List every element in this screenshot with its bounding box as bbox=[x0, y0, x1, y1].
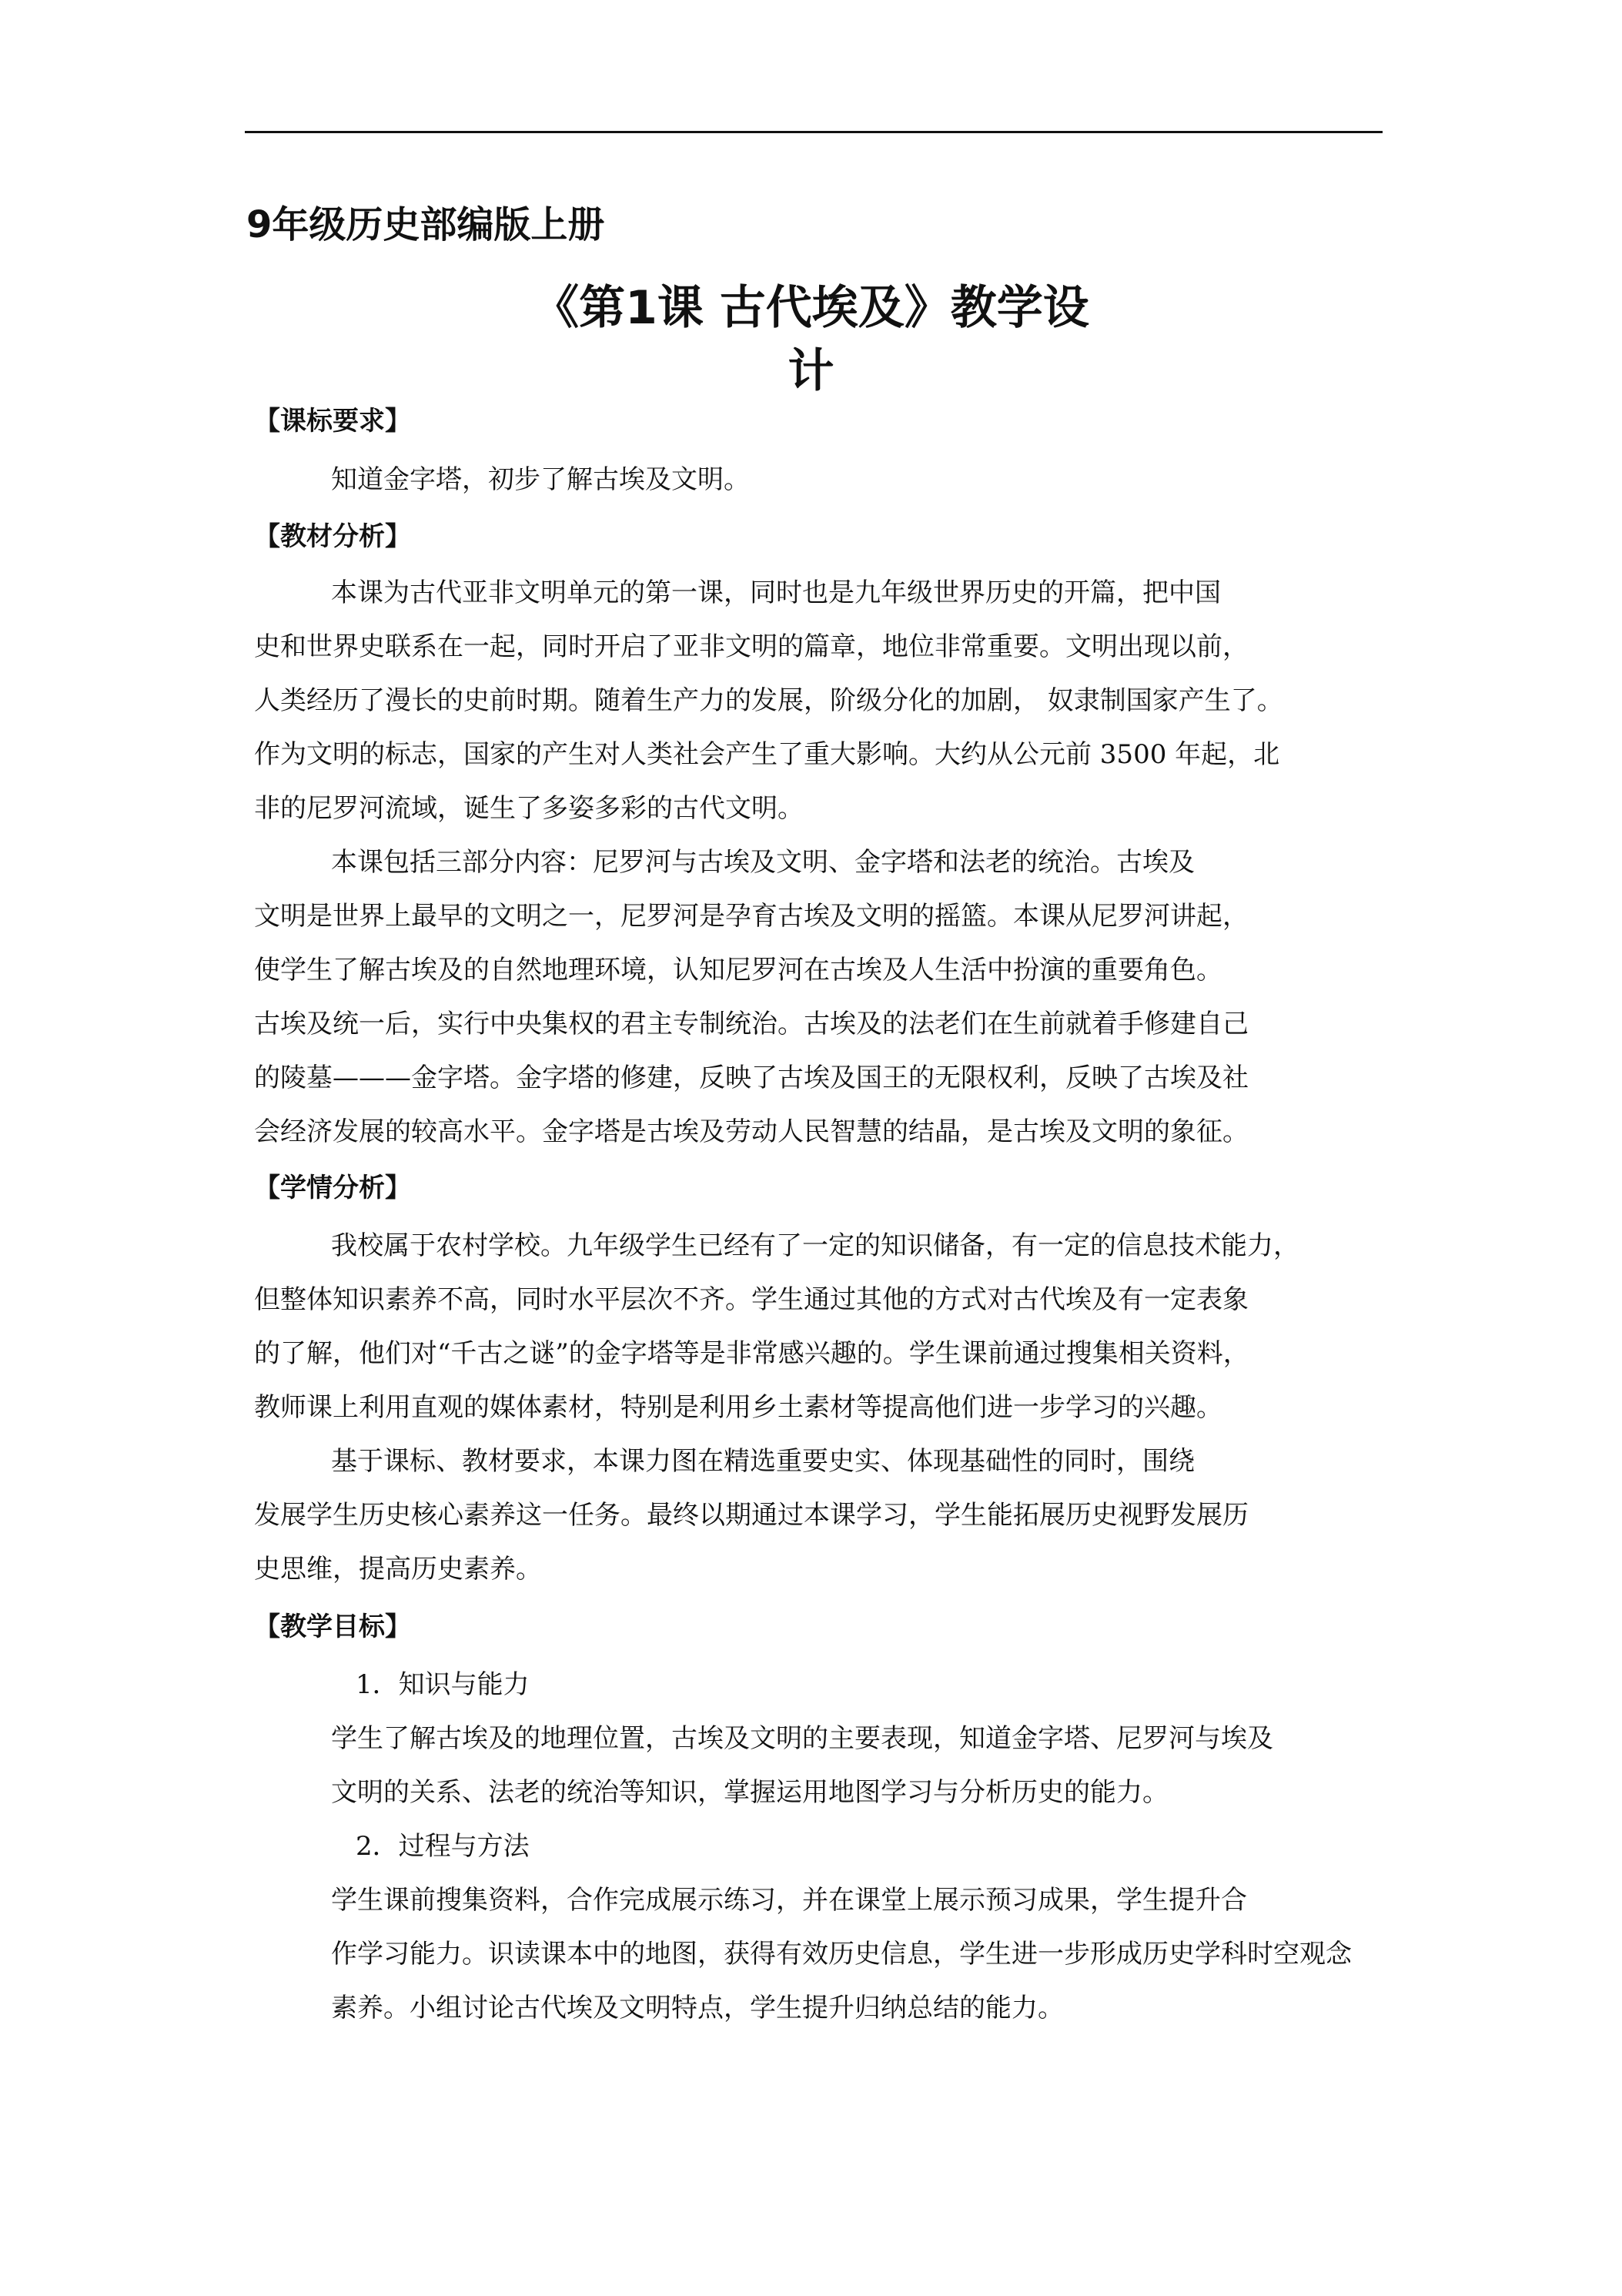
students-p1-line: 教师课上利用直观的媒体素材，特别是利用乡土素材等提高他们进一步学习的兴趣。 bbox=[254, 1392, 1222, 1423]
students-p1-line: 我校属于农村学校。九年级学生已经有了一定的知识储备，有一定的信息技术能力， bbox=[331, 1230, 1299, 1261]
curriculum-line: 知道金字塔，初步了解古埃及文明。 bbox=[331, 464, 750, 495]
grade-subject-line: 9年级历史部编版上册 bbox=[246, 203, 605, 246]
textbook-p1-line: 人类经历了漫长的史前时期。随着生产力的发展，阶级分化的加剧， 奴隶制国家产生了。 bbox=[254, 685, 1283, 716]
textbook-p1-line: 作为文明的标志，国家的产生对人类社会产生了重大影响。大约从公元前 3500 年起，北 bbox=[254, 739, 1280, 770]
section-heading-curriculum: 【课标要求】 bbox=[254, 406, 411, 437]
students-p2-line: 史思维，提高历史素养。 bbox=[254, 1554, 542, 1585]
objective-knowledge-line: 文明的关系、法老的统治等知识，掌握运用地图学习与分析历史的能力。 bbox=[331, 1777, 1169, 1808]
textbook-p2-line: 古埃及统一后，实行中央集权的君主专制统治。古埃及的法老们在生前就着手修建自己 bbox=[254, 1009, 1249, 1039]
students-p2-line: 发展学生历史核心素养这一任务。最终以期通过本课学习，学生能拓展历史视野发展历 bbox=[254, 1500, 1249, 1531]
lesson-title-line-2: 计 bbox=[788, 344, 834, 398]
students-p1-line: 的了解，他们对“千古之谜”的金字塔等是非常感兴趣的。学生课前通过搜集相关资料， bbox=[254, 1338, 1249, 1369]
lesson-title-line-1: 《第1课 古代埃及》教学设 bbox=[533, 281, 1089, 335]
section-heading-students: 【学情分析】 bbox=[254, 1173, 411, 1203]
objective-process-line: 学生课前搜集资料，合作完成展示练习，并在课堂上展示预习成果，学生提升合 bbox=[331, 1885, 1247, 1916]
header-rule bbox=[245, 131, 1383, 133]
objective-item-knowledge: 1．知识与能力 bbox=[356, 1669, 530, 1700]
section-heading-textbook: 【教材分析】 bbox=[254, 521, 411, 552]
objective-item-process: 2．过程与方法 bbox=[356, 1831, 530, 1862]
textbook-p1-line: 非的尼罗河流域，诞生了多姿多彩的古代文明。 bbox=[254, 793, 804, 824]
textbook-p1-line: 本课为古代亚非文明单元的第一课，同时也是九年级世界历史的开篇，把中国 bbox=[331, 577, 1221, 608]
textbook-p2-line: 使学生了解古埃及的自然地理环境，认知尼罗河在古埃及人生活中扮演的重要角色。 bbox=[254, 955, 1222, 986]
objective-process-line: 作学习能力。识读课本中的地图，获得有效历史信息，学生进一步形成历史学科时空观念 bbox=[331, 1939, 1352, 1970]
students-p1-line: 但整体知识素养不高，同时水平层次不齐。学生通过其他的方式对古代埃及有一定表象 bbox=[254, 1284, 1249, 1315]
section-heading-objectives: 【教学目标】 bbox=[254, 1612, 411, 1642]
textbook-p2-line: 会经济发展的较高水平。金字塔是古埃及劳动人民智慧的结晶，是古埃及文明的象征。 bbox=[254, 1116, 1249, 1147]
objective-process-line: 素养。小组讨论古代埃及文明特点，学生提升归纳总结的能力。 bbox=[331, 1993, 1064, 2023]
textbook-p1-line: 史和世界史联系在一起，同时开启了亚非文明的篇章，地位非常重要。文明出现以前， bbox=[254, 631, 1249, 662]
students-p2-line: 基于课标、教材要求，本课力图在精选重要史实、体现基础性的同时，围绕 bbox=[331, 1446, 1195, 1477]
textbook-p2-line: 本课包括三部分内容：尼罗河与古埃及文明、金字塔和法老的统治。古埃及 bbox=[331, 847, 1195, 878]
objective-knowledge-line: 学生了解古埃及的地理位置，古埃及文明的主要表现，知道金字塔、尼罗河与埃及 bbox=[331, 1723, 1273, 1754]
textbook-p2-line: 的陵墓———金字塔。金字塔的修建，反映了古埃及国王的无限权利，反映了古埃及社 bbox=[254, 1063, 1249, 1093]
textbook-p2-line: 文明是世界上最早的文明之一，尼罗河是孕育古埃及文明的摇篮。本课从尼罗河讲起， bbox=[254, 901, 1249, 932]
